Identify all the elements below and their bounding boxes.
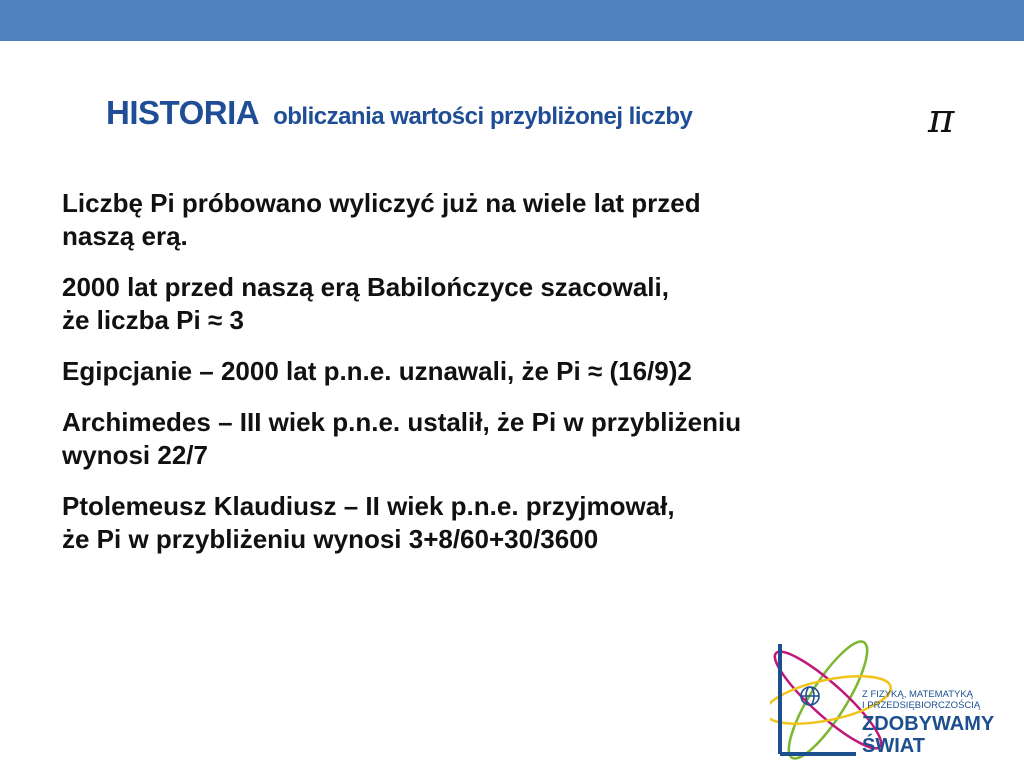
paragraph-line: Liczbę Pi próbowano wyliczyć już na wiele lat przed <box>62 188 701 218</box>
globe-icon <box>801 687 819 705</box>
paragraph-line: że liczba Pi ≈ 3 <box>62 305 244 335</box>
header-bar <box>0 0 1024 41</box>
logo-tagline-1: Z FIZYKĄ, MATEMATYKĄ <box>862 689 974 700</box>
logo-name-2: ŚWIAT <box>862 735 925 757</box>
title-subtitle: obliczania wartości przybliżonej liczby <box>273 103 693 130</box>
paragraph-ptolemy <box>62 490 967 556</box>
paragraph-line: Archimedes – III wiek p.n.e. ustalił, że Pi w przybliżeniu <box>62 407 742 437</box>
paragraph-line: 2000 lat przed naszą erą Babilończyce szacowali, <box>62 272 669 302</box>
title-main: HISTORIA <box>106 94 260 131</box>
logo-name-1: ZDOBYWAMY <box>862 713 995 735</box>
zdobywamy-swiat-logo <box>770 622 1024 768</box>
paragraph-line: naszą erą. <box>62 221 188 251</box>
paragraph-babylon <box>62 271 967 337</box>
paragraph-line: że Pi w przybliżeniu wynosi 3+8/60+30/3600 <box>62 524 599 554</box>
paragraph-line: Egipcjanie – 2000 lat p.n.e. uznawali, że Pi ≈ (16/9)2 <box>62 356 692 386</box>
slide-title <box>106 94 692 132</box>
paragraph-line: Ptolemeusz Klaudiusz – II wiek p.n.e. przyjmował, <box>62 491 675 521</box>
paragraph-egypt <box>62 355 967 388</box>
logo-tagline-2: I PRZEDSIĘBIORCZOŚCIĄ <box>862 700 981 711</box>
paragraph-archimedes <box>62 406 967 472</box>
pi-symbol: π <box>928 96 955 142</box>
slide-content <box>62 187 967 574</box>
paragraph-babylon-intro <box>62 187 967 253</box>
paragraph-line: wynosi 22/7 <box>62 440 208 470</box>
